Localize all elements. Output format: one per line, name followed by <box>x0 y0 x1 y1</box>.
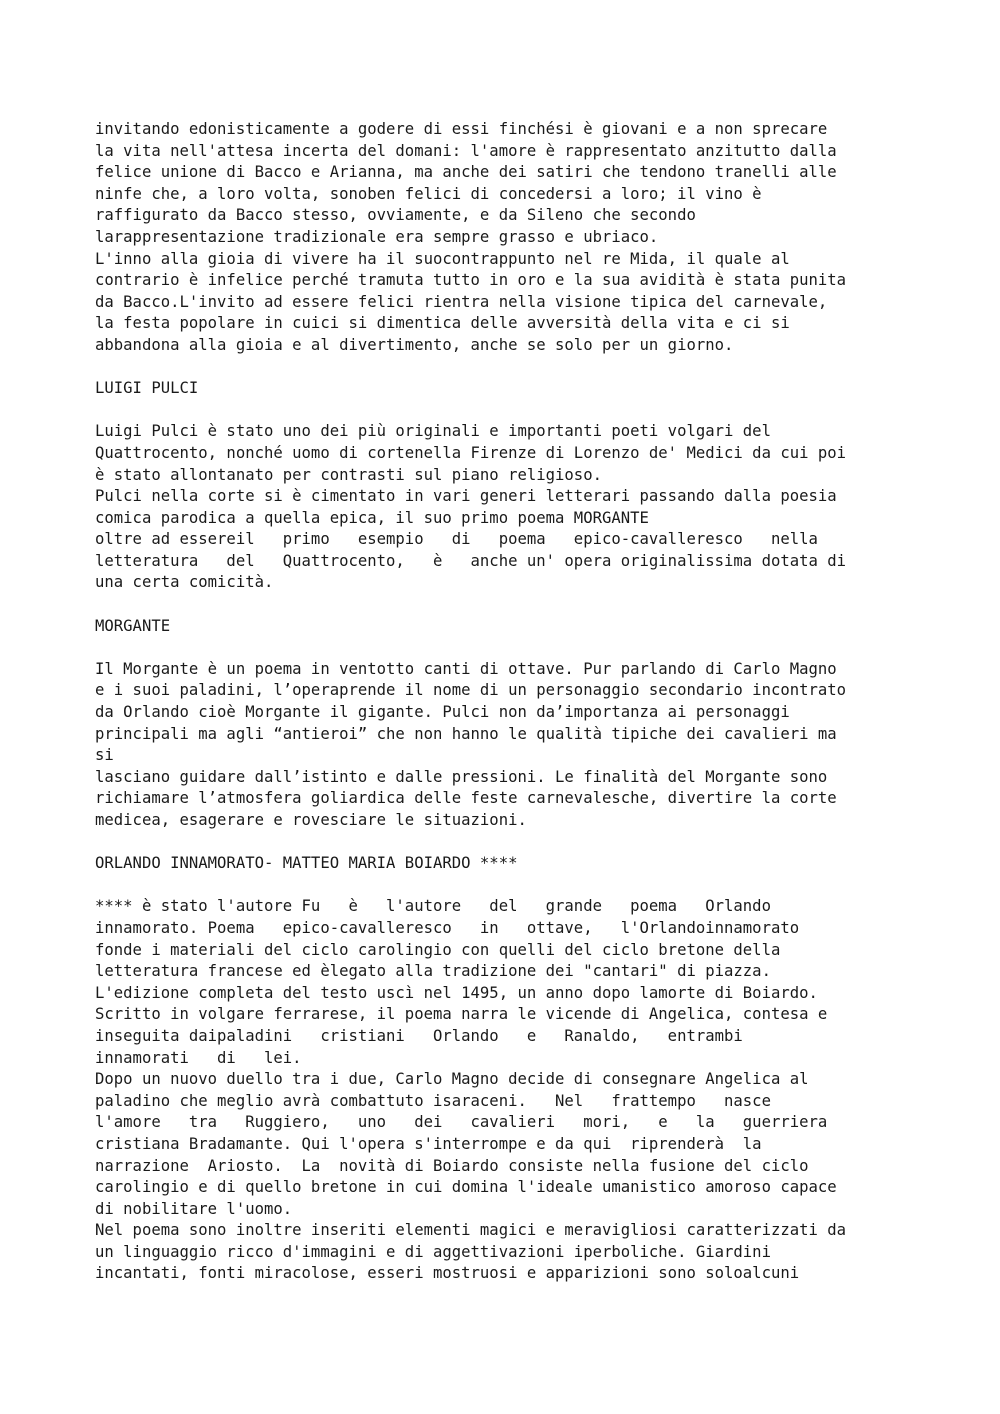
text-line: Quattrocento, nonché uomo di cortenella Firenze di Lorenzo de' Medici da cui poi <box>95 443 847 462</box>
text-line: principali ma agli “antieroi” che non hanno le qualità tipiche dei cavalieri ma <box>95 724 837 743</box>
text-line: da Orlando cioè Morgante il gigante. Pulci non da’importanza ai personaggi <box>95 703 790 722</box>
blank-line <box>95 637 975 659</box>
text-line: ORLANDO INNAMORATO- MATTEO MARIA BOIARDO **** <box>95 854 518 873</box>
text-line: letteratura francese ed èlegato alla tradizione dei "cantari" di piazza. <box>95 962 771 981</box>
text-line: un linguaggio ricco d'immagini e di aggettivazioni iperboliche. Giardini <box>95 1242 771 1261</box>
text-line: Dopo un nuovo duello tra i due, Carlo Magno decide di consegnare Angelica al <box>95 1070 809 1089</box>
text-line: lasciano guidare dall’istinto e dalle pressioni. Le finalità del Morgante sono <box>95 767 828 786</box>
text-line: una certa comicità. <box>95 573 274 592</box>
text-line: abbandona alla gioia e al divertimento, anche se solo per un giorno. <box>95 335 734 354</box>
text-line: è stato allontanato per contrasti sul piano religioso. <box>95 465 602 484</box>
text-line: Pulci nella corte si è cimentato in vari generi letterari passando dalla poesia <box>95 487 837 506</box>
text-line: letteratura del Quattrocento, è anche un' opera originalissima dotata di <box>95 551 847 570</box>
text-line: si <box>95 746 114 765</box>
text-line: cristiana Bradamante. Qui l'opera s'interrompe e da qui riprenderà la <box>95 1134 762 1153</box>
text-line: MORGANTE <box>95 616 171 635</box>
text-line: inseguita daipaladini cristiani Orlando e Ranaldo, entrambi <box>95 1026 743 1045</box>
text-line: comica parodica a quella epica, il suo primo poema MORGANTE <box>95 508 649 527</box>
text-line: larappresentazione tradizionale era sempre grasso e ubriaco. <box>95 227 659 246</box>
text-line: narrazione Ariosto. La novità di Boiardo consiste nella fusione del ciclo <box>95 1156 809 1175</box>
blank-line <box>95 875 975 897</box>
blank-line <box>95 832 975 854</box>
text-line: Il Morgante è un poema in ventotto canti di ottave. Pur parlando di Carlo Magno <box>95 659 837 678</box>
document-page <box>95 119 975 1285</box>
text-line: richiamare l’atmosfera goliardica delle feste carnevalesche, divertire la corte <box>95 789 837 808</box>
text-line: incantati, fonti miracolose, esseri mostruosi e apparizioni sono soloalcuni <box>95 1264 800 1283</box>
text-line: l'amore tra Ruggiero, uno dei cavalieri mori, e la guerriera <box>95 1113 828 1132</box>
text-line: Scritto in volgare ferrarese, il poema narra le vicende di Angelica, contesa e <box>95 1005 828 1024</box>
text-line: medicea, esagerare e rovesciare le situazioni. <box>95 811 527 829</box>
text-line: innamorati di lei. <box>95 1048 302 1067</box>
text-line: fonde i materiali del ciclo carolingio con quelli del ciclo bretone della <box>95 940 781 959</box>
text-line: carolingio e di quello bretone in cui domina l'ideale umanistico amoroso capace <box>95 1178 837 1197</box>
text-line: Luigi Pulci è stato uno dei più originali e importanti poeti volgari del <box>95 422 771 441</box>
blank-line <box>95 357 975 379</box>
text-line: ninfe che, a loro volta, sonoben felici di concedersi a loro; il vino è <box>95 184 762 203</box>
text-line: la vita nell'attesa incerta del domani: l'amore è rappresentato anzitutto dalla <box>95 141 837 160</box>
blank-line <box>95 400 975 422</box>
text-line: e i suoi paladini, l’operaprende il nome di un personaggio secondario incontrato <box>95 681 847 700</box>
text-line: contrario è infelice perché tramuta tutto in oro e la sua avidità è stata punita <box>95 271 847 290</box>
blank-line <box>95 594 975 616</box>
text-line: L'edizione completa del testo uscì nel 1495, un anno dopo lamorte di Boiardo. <box>95 983 818 1002</box>
text-line: innamorato. Poema epico-cavalleresco in ottave, l'Orlandoinnamorato <box>95 918 800 937</box>
text-line: la festa popolare in cuici si dimentica delle avversità della vita e ci si <box>95 314 790 333</box>
text-line: invitando edonisticamente a godere di essi finchési è giovani e a non sprecare <box>95 120 828 138</box>
text-line: L'inno alla gioia di vivere ha il suocontrappunto nel re Mida, il quale al <box>95 249 790 268</box>
text-line: paladino che meglio avrà combattuto isaraceni. Nel frattempo nasce <box>95 1091 771 1110</box>
text-line: oltre ad essereil primo esempio di poema epico-cavalleresco nella <box>95 530 818 549</box>
text-line: **** è stato l'autore Fu è l'autore del grande poema Orlando <box>95 897 771 916</box>
text-line: raffigurato da Bacco stesso, ovviamente, e da Sileno che secondo <box>95 206 696 225</box>
text-line: da Bacco.L'invito ad essere felici rientra nella visione tipica del carnevale, <box>95 292 828 311</box>
text-line: Nel poema sono inoltre inseriti elementi magici e meravigliosi caratterizzati da <box>95 1221 847 1240</box>
text-line: LUIGI PULCI <box>95 379 199 398</box>
text-line: felice unione di Bacco e Arianna, ma anche dei satiri che tendono tranelli alle <box>95 163 837 182</box>
text-line: di nobilitare l'uomo. <box>95 1199 293 1218</box>
